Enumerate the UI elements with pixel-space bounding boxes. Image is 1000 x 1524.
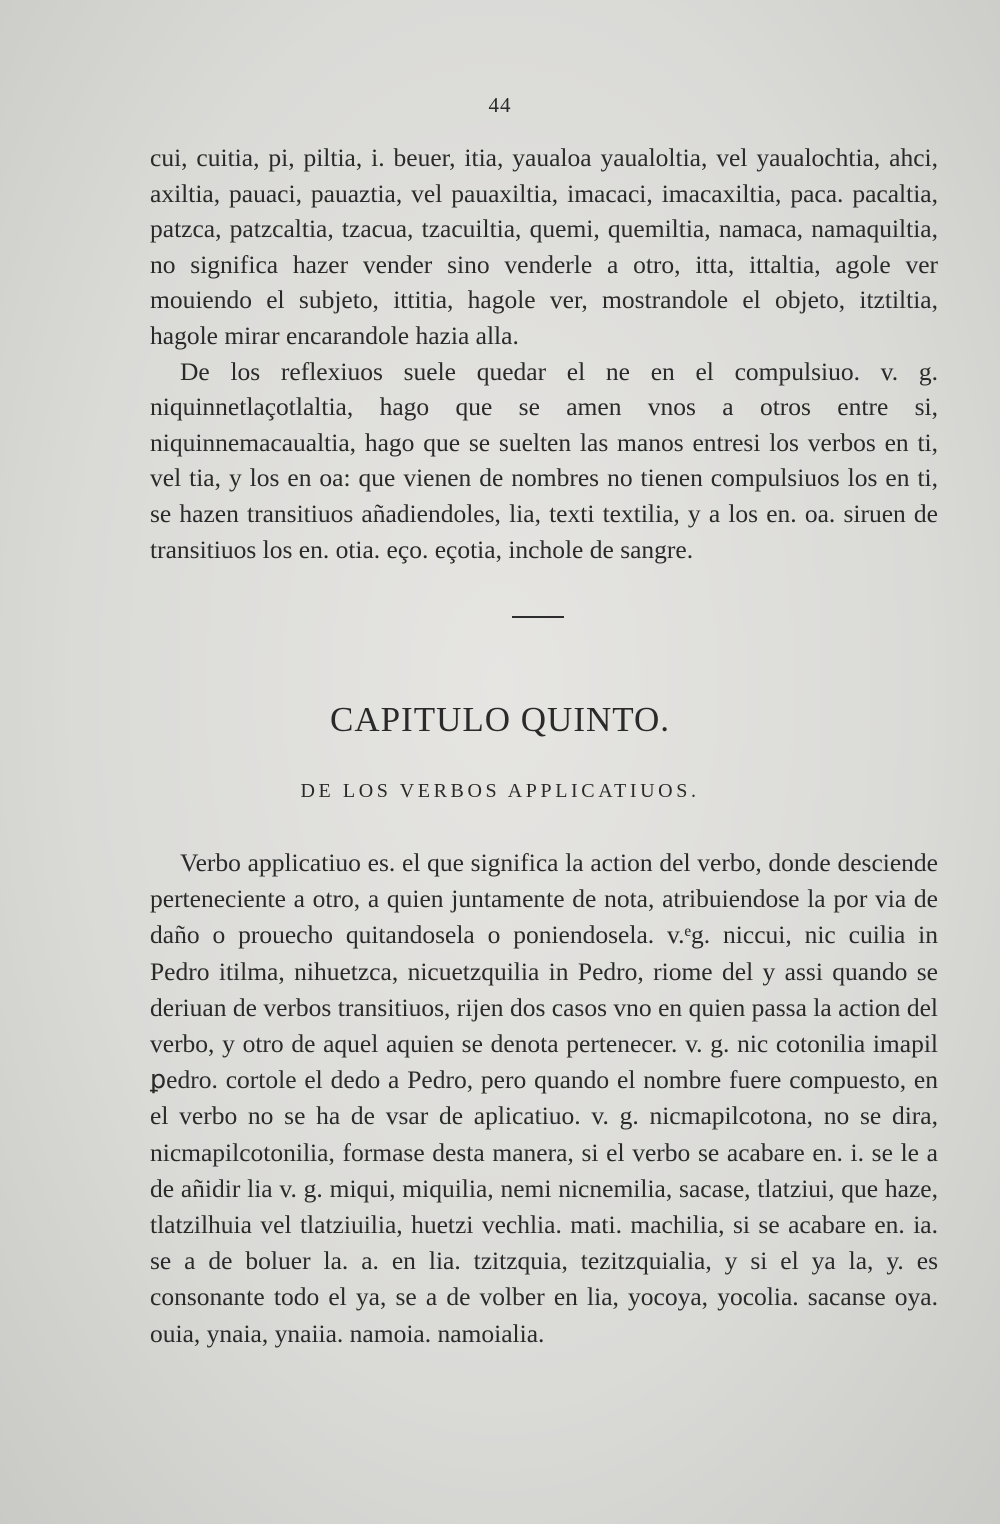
page-number: 44 bbox=[488, 93, 512, 117]
chapter-subtitle: DE LOS VERBOS APPLICATIUOS. bbox=[300, 780, 700, 802]
text-block-chapter bbox=[150, 845, 938, 1352]
chapter-title: CAPITULO QUINTO. bbox=[329, 700, 671, 739]
paragraph-applicative: Verbo applicatiuo es. el que significa la action del verbo, donde desciende perteneciente a otro, a quien juntamente de nota, atribuiendose la por via de daño o prouecho quitandosela o poniendosela. v.ᵉg. niccui, nic cuilia in Pedro itilma, nihuetzca, nicuetzquilia in Pedro, riome del y assi quando se deriuan de verbos transitiuos, rijen dos casos vno en quien passa la action del verbo, y otro de aquel aquien se denota pertenecer. v. g. nic cotonilia imapil ꝑedro. cortole el dedo a Pedro, pero quando el nombre fuere compuesto, en el verbo no se ha de vsar de aplicatiuo. v. g. nicmapilcotona, no se dira, nicmapilcotonilia, formase desta manera, si el verbo se acabare en. i. se le a de añidir lia v. g. miqui, miquilia, nemi nicnemilia, sacase, tlatziui, que haze, tlatzilhuia vel tlatziuilia, huetzi vechlia. mati. machilia, si se acabare en. ia. se a de boluer la. a. en lia. tzitzquia, tezitzquialia, y si el ya la, y. es consonante todo el ya, se a de volber en lia, yocoya, yocolia. sacanse oya. ouia, ynaia, ynaiia. namoia. namoialia. bbox=[150, 848, 938, 1348]
paragraph-reflexive: De los reflexiuos suele quedar el ne en el compulsiuo. v. g. niquinnetlaçotlaltia, hago que se amen vnos a otros entre si, niquinnemacaualtia, hago que se suelten las manos entresi los verbos en ti, vel tia, y los en oa: que vienen de nombres no tienen compulsiuos los en ti, se hazen transitiuos añadiendoles, lia, texti textilia, y a los en. oa. siruen de transitiuos los en. otia. eço. eçotia, inchole de sangre. bbox=[150, 356, 938, 564]
text-block-opening bbox=[150, 140, 938, 567]
paragraph-continuation: cui, cuitia, pi, piltia, i. beuer, itia, yaualoa yaualoltia, vel yaualochtia, ahci, axiltia, pauaci, pauaztia, vel pauaxiltia, imacaci, imacaxiltia, paca. pacaltia, patzca, patzcaltia, tzacua, tzacuiltia, quemi, quemiltia, namaca, namaquiltia, no significa hazer vender sino venderle a otro, itta, ittaltia, agole ver mouiendo el subjeto, ittitia, hagole ver, mostrandole el objeto, itztiltia, hagole mirar encarandole hazia alla. bbox=[150, 143, 938, 350]
section-divider bbox=[512, 616, 564, 618]
